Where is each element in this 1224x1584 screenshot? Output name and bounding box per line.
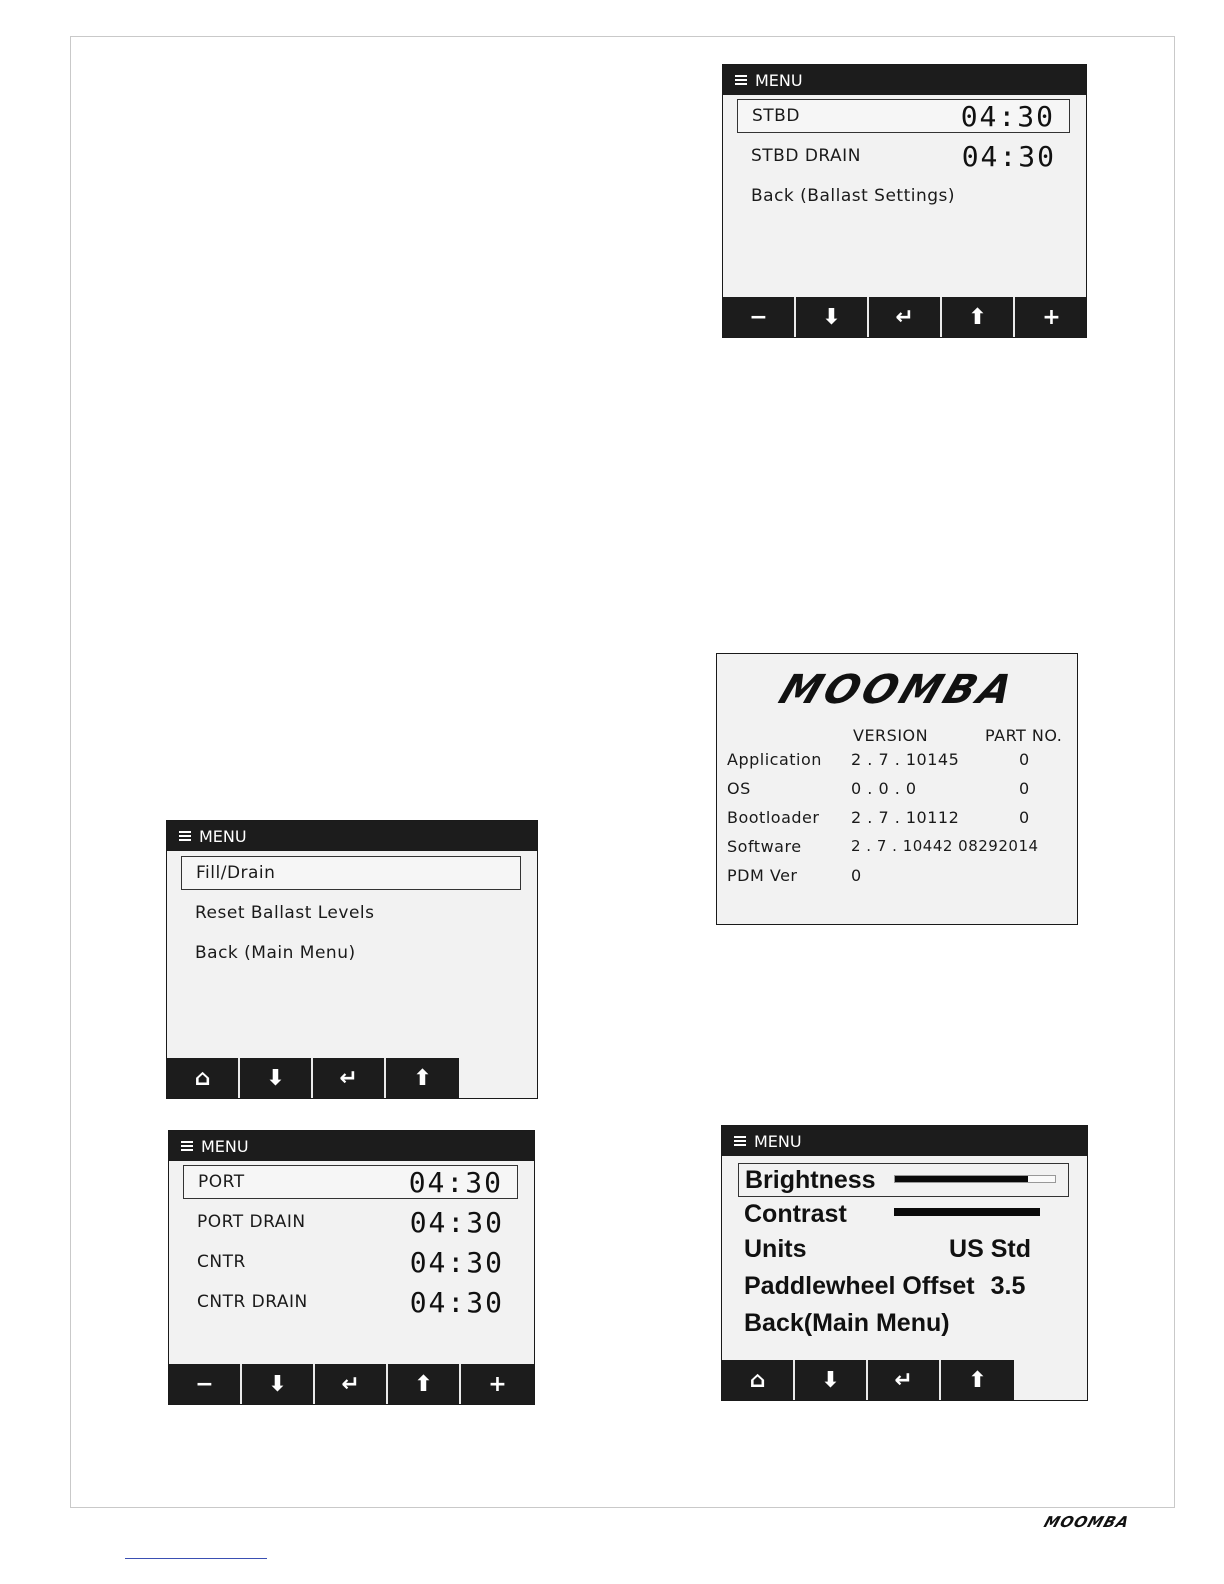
menu-title: MENU <box>201 1136 249 1156</box>
home-icon: ⌂ <box>194 1065 211 1091</box>
menu-item-label: CNTR <box>197 1252 246 1272</box>
contrast-level-fill <box>895 1209 1039 1215</box>
row-label: Bootloader <box>727 808 820 827</box>
hamburger-icon <box>735 75 747 85</box>
version-header: VERSION <box>853 726 929 745</box>
drain-time-value: 04:30 <box>409 1285 504 1319</box>
menu-title-bar[interactable] <box>167 821 537 851</box>
fill-time-value: 04:30 <box>409 1245 504 1279</box>
part-number-value: 0 <box>1019 808 1030 827</box>
menu-item-label: CNTR DRAIN <box>197 1292 308 1312</box>
version-row-os <box>727 779 1069 803</box>
home-icon: ⌂ <box>749 1367 766 1393</box>
arrow-up-icon: ⬆ <box>414 1371 433 1397</box>
enter-icon: ↵ <box>894 1367 913 1393</box>
home-button[interactable] <box>167 1058 240 1098</box>
menu-title: MENU <box>754 1131 802 1151</box>
stbd-fill-time-screen <box>722 64 1087 338</box>
menu-item-cntr[interactable] <box>183 1245 518 1279</box>
menu-title-bar[interactable] <box>722 1126 1087 1156</box>
footer-rule <box>125 1558 267 1559</box>
down-button[interactable] <box>796 297 869 337</box>
enter-icon: ↵ <box>341 1371 360 1397</box>
enter-button[interactable] <box>869 297 942 337</box>
paddlewheel-offset-value: 3.5 <box>990 1271 1026 1300</box>
moomba-logo: MOOMBA <box>773 667 1023 713</box>
minus-button[interactable] <box>723 297 796 337</box>
port-center-fill-time-screen <box>168 1130 535 1405</box>
ballast-menu-screen <box>166 820 538 1099</box>
version-row-pdm <box>727 866 1069 890</box>
version-value: 2 . 7 . 10442 08292014 <box>851 837 1039 855</box>
settings-item-back-main-menu[interactable] <box>738 1306 1069 1340</box>
menu-item-label: Reset Ballast Levels <box>195 903 375 923</box>
menu-item-reset-ballast-levels[interactable] <box>181 896 521 930</box>
version-row-bootloader <box>727 808 1069 832</box>
brightness-level-bar[interactable] <box>894 1175 1056 1183</box>
hamburger-icon <box>734 1136 746 1146</box>
version-table-header <box>727 726 1069 750</box>
arrow-up-icon: ⬆ <box>968 304 987 330</box>
menu-item-back-main-menu[interactable] <box>181 936 521 970</box>
version-row-software <box>727 837 1069 861</box>
menu-title: MENU <box>199 826 247 846</box>
version-info-screen <box>716 653 1078 925</box>
menu-item-label: Fill/Drain <box>196 863 276 883</box>
menu-item-back-ballast-settings[interactable] <box>737 179 1070 213</box>
hamburger-icon <box>181 1141 193 1151</box>
menu-item-port[interactable] <box>183 1165 518 1199</box>
version-value: 0 <box>851 866 862 885</box>
arrow-down-icon: ⬇ <box>268 1371 287 1397</box>
menu-item-label: PORT <box>198 1172 245 1192</box>
soft-button-bar <box>169 1364 534 1404</box>
up-button[interactable] <box>388 1364 461 1404</box>
arrow-down-icon: ⬇ <box>266 1065 285 1091</box>
settings-item-units[interactable] <box>738 1232 1069 1266</box>
menu-item-label: PORT DRAIN <box>197 1212 306 1232</box>
down-button[interactable] <box>795 1360 868 1400</box>
minus-icon: − <box>195 1371 214 1397</box>
brightness-level-fill <box>895 1176 1028 1182</box>
enter-button[interactable] <box>868 1360 941 1400</box>
up-button[interactable] <box>941 1360 1014 1400</box>
hamburger-icon <box>179 831 191 841</box>
arrow-down-icon: ⬇ <box>821 1367 840 1393</box>
version-row-application <box>727 750 1069 774</box>
row-label: PDM Ver <box>727 866 798 885</box>
menu-title-bar[interactable] <box>169 1131 534 1161</box>
settings-item-label: Back(Main Menu) <box>744 1308 950 1337</box>
row-label: Software <box>727 837 802 856</box>
fill-time-value: 04:30 <box>960 99 1055 133</box>
display-settings-screen <box>721 1125 1088 1401</box>
settings-item-label: Units <box>744 1234 807 1263</box>
contrast-level-bar[interactable] <box>894 1208 1040 1216</box>
units-value: US Std <box>949 1234 1031 1263</box>
arrow-up-icon: ⬆ <box>413 1065 432 1091</box>
part-number-header: PART NO. <box>985 726 1063 745</box>
settings-item-label: Paddlewheel Offset <box>744 1271 975 1300</box>
menu-title-bar[interactable] <box>723 65 1086 95</box>
minus-icon: − <box>749 304 768 330</box>
minus-button[interactable] <box>169 1364 242 1404</box>
up-button[interactable] <box>942 297 1015 337</box>
arrow-down-icon: ⬇ <box>822 304 841 330</box>
part-number-value: 0 <box>1019 779 1030 798</box>
footer-moomba-logo: MOOMBA <box>1041 1513 1133 1531</box>
soft-button-bar <box>722 1360 1014 1400</box>
menu-item-label: STBD <box>752 106 800 126</box>
enter-button[interactable] <box>313 1058 386 1098</box>
menu-item-port-drain[interactable] <box>183 1205 518 1239</box>
menu-item-fill-drain[interactable] <box>181 856 521 890</box>
drain-time-value: 04:30 <box>961 139 1056 173</box>
menu-title: MENU <box>755 70 803 90</box>
menu-item-label: Back (Ballast Settings) <box>751 186 956 206</box>
enter-icon: ↵ <box>895 304 914 330</box>
settings-item-label: Contrast <box>744 1199 847 1228</box>
up-button[interactable] <box>386 1058 459 1098</box>
version-value: 0 . 0 . 0 <box>851 779 917 798</box>
row-label: Application <box>727 750 822 769</box>
soft-button-bar <box>723 297 1087 337</box>
home-button[interactable] <box>722 1360 795 1400</box>
soft-button-bar <box>167 1058 459 1098</box>
row-label: OS <box>727 779 751 798</box>
menu-item-stbd-drain[interactable] <box>737 139 1070 173</box>
settings-item-label: Brightness <box>745 1165 876 1194</box>
arrow-up-icon: ⬆ <box>968 1367 987 1393</box>
settings-item-paddlewheel-offset[interactable] <box>738 1269 1069 1303</box>
version-value: 2 . 7 . 10145 <box>851 750 960 769</box>
enter-icon: ↵ <box>339 1065 358 1091</box>
menu-item-label: Back (Main Menu) <box>195 943 356 963</box>
plus-icon: + <box>1042 304 1061 330</box>
menu-item-stbd[interactable] <box>737 99 1070 133</box>
fill-time-value: 04:30 <box>408 1165 503 1199</box>
drain-time-value: 04:30 <box>409 1205 504 1239</box>
version-value: 2 . 7 . 10112 <box>851 808 960 827</box>
plus-button[interactable] <box>461 1364 534 1404</box>
enter-button[interactable] <box>315 1364 388 1404</box>
plus-icon: + <box>488 1371 507 1397</box>
menu-item-cntr-drain[interactable] <box>183 1285 518 1319</box>
down-button[interactable] <box>240 1058 313 1098</box>
menu-item-label: STBD DRAIN <box>751 146 861 166</box>
plus-button[interactable] <box>1015 297 1087 337</box>
down-button[interactable] <box>242 1364 315 1404</box>
part-number-value: 0 <box>1019 750 1030 769</box>
